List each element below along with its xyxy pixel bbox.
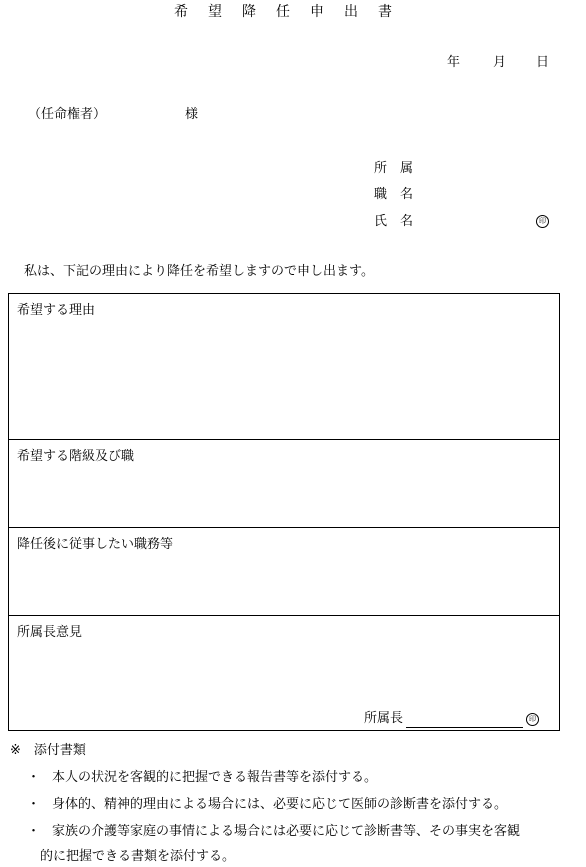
section-desired-duties-label: 降任後に従事したい職務等 bbox=[17, 537, 174, 552]
statement-text: 私は、下記の理由により降任を希望しますので申し出ます。 bbox=[24, 264, 374, 279]
addressee-label: （任命権者） bbox=[28, 107, 107, 122]
date-month-label: 月 bbox=[493, 55, 507, 70]
addressee-honorific: 様 bbox=[185, 107, 199, 122]
section-chief-opinion-label: 所属長意見 bbox=[17, 625, 83, 640]
chief-signature-label: 所属長 bbox=[364, 711, 404, 726]
document-title: 希望降任申出書 bbox=[174, 4, 412, 20]
attachment-item: 家族の介護等家庭の事情による場合には必要に応じて診断書等、その事実を客観 bbox=[52, 824, 521, 839]
affiliation-label: 所 属 bbox=[374, 161, 414, 176]
applicant-seal-icon: 印 bbox=[536, 215, 549, 228]
chief-seal-icon: 印 bbox=[526, 713, 539, 726]
date-day-label: 日 bbox=[536, 55, 550, 70]
section-chief-opinion bbox=[8, 615, 560, 731]
section-desired-duties bbox=[8, 527, 560, 615]
attachments-heading: ※ 添付書類 bbox=[10, 743, 86, 758]
position-label: 職 名 bbox=[374, 187, 414, 202]
section-reason-label: 希望する理由 bbox=[17, 303, 96, 318]
bullet-icon: ・ bbox=[27, 797, 41, 812]
section-desired-rank bbox=[8, 439, 560, 527]
section-desired-rank-label: 希望する階級及び職 bbox=[17, 449, 135, 464]
date-year-label: 年 bbox=[447, 55, 461, 70]
name-label: 氏 名 bbox=[374, 214, 414, 229]
attachment-item-continuation: 的に把握できる書類を添付する。 bbox=[40, 849, 236, 864]
bullet-icon: ・ bbox=[27, 824, 41, 839]
attachment-item: 身体的、精神的理由による場合には、必要に応じて医師の診断書を添付する。 bbox=[52, 797, 508, 812]
section-reason bbox=[8, 293, 560, 439]
chief-signature-line bbox=[406, 727, 523, 728]
bullet-icon: ・ bbox=[27, 770, 41, 785]
attachment-item: 本人の状況を客観的に把握できる報告書等を添付する。 bbox=[52, 770, 378, 785]
